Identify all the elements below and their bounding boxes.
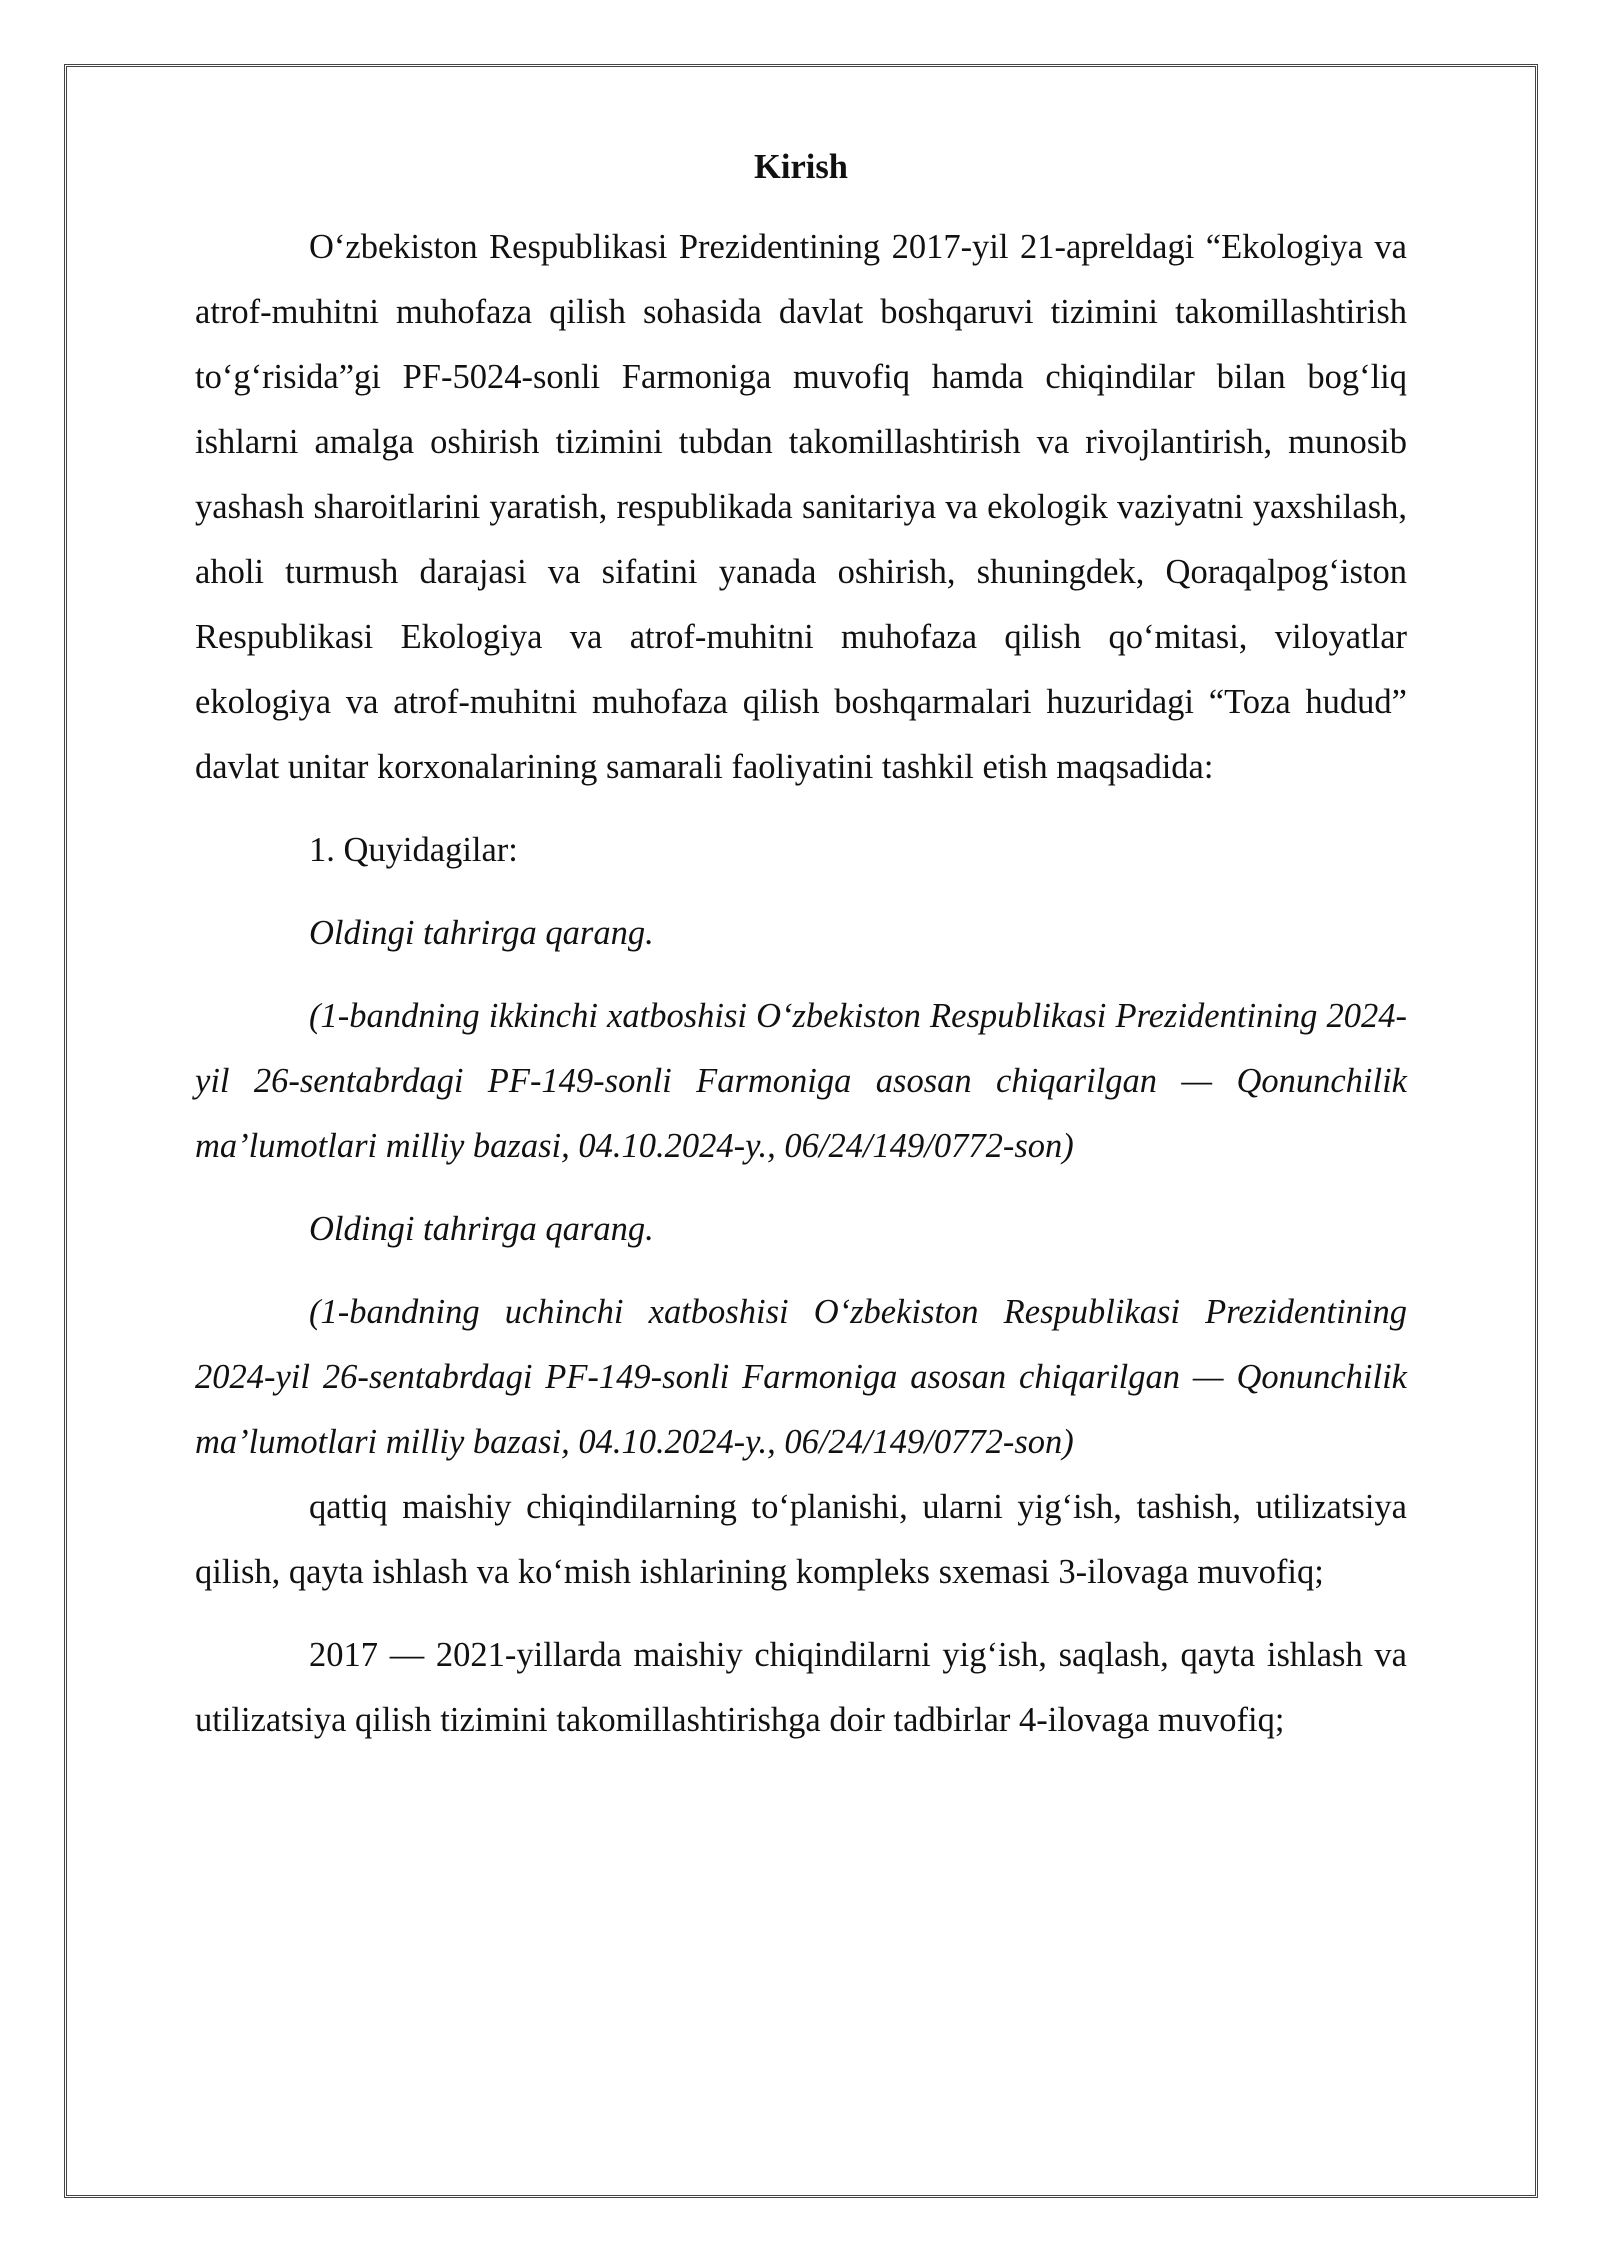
previous-edition-note-1: Oldingi tahrirga qarang. [309,914,654,952]
intro-paragraph: O‘zbekiston Respublikasi Prezidentining 2017-yil 21-apreldagi “Ekologiya va atrof-muhitni muhofaza qilish sohasida davlat boshqaruvi tizimini takomillashtirish to‘g‘risida”gi PF-5024-sonli Farmoniga muvofiq hamda chiqindilar bilan bog‘liq ishlarni amalga oshirish tizimini tubdan takomillashtirish va rivojlantirish, munosib yashash sharoitlarini yaratish, respublikada sanitariya va ekologik vaziyatni yaxshilash, aholi turmush darajasi va sifatini yanada oshirish, shuningdek, Qoraqalpog‘iston Respublikasi Ekologiya va atrof-muhitni muhofaza qilish qo‘mitasi, viloyatlar ekologiya va atrof-muhitni muhofaza qilish boshqarmalari huzuridagi “Toza hudud” davlat unitar korxonalarining samarali faoliyatini tashkil etish maqsadida: [195,228,1407,786]
list-item-4: 2017 — 2021-yillarda maishiy chiqindilarni yig‘ish, saqlash, qayta ishlash va utilizatsiya qilish tizimini takomillashtirishga doir tadbirlar 4-ilovaga muvofiq; [195,1636,1407,1739]
amendment-note-1: (1-bandning ikkinchi xatboshisi O‘zbekiston Respublikasi Prezidentining 2024-yil 26-sentabrdagi PF-149-sonli Farmoniga asosan chiqarilgan — Qonunchilik ma’lumotlari milliy bazasi, 04.10.2024-y., 06/24/149/0772-son) [195,997,1407,1165]
document-title: Kirish [754,148,848,186]
list-heading: 1. Quyidagilar: [309,831,518,869]
document-body [195,140,1407,1753]
list-item-3: qattiq maishiy chiqindilarning to‘planishi, ularni yig‘ish, tashish, utilizatsiya qilish, qayta ishlash va ko‘mish ishlarining kompleks sxemasi 3-ilovaga muvofiq; [195,1488,1407,1591]
previous-edition-note-2: Oldingi tahrirga qarang. [309,1210,654,1248]
amendment-note-2: (1-bandning uchinchi xatboshisi O‘zbekiston Respublikasi Prezidentining 2024-yil 26-sentabrdagi PF-149-sonli Farmoniga asosan chiqarilgan — Qonunchilik ma’lumotlari milliy bazasi, 04.10.2024-y., 06/24/149/0772-son) [195,1293,1407,1461]
